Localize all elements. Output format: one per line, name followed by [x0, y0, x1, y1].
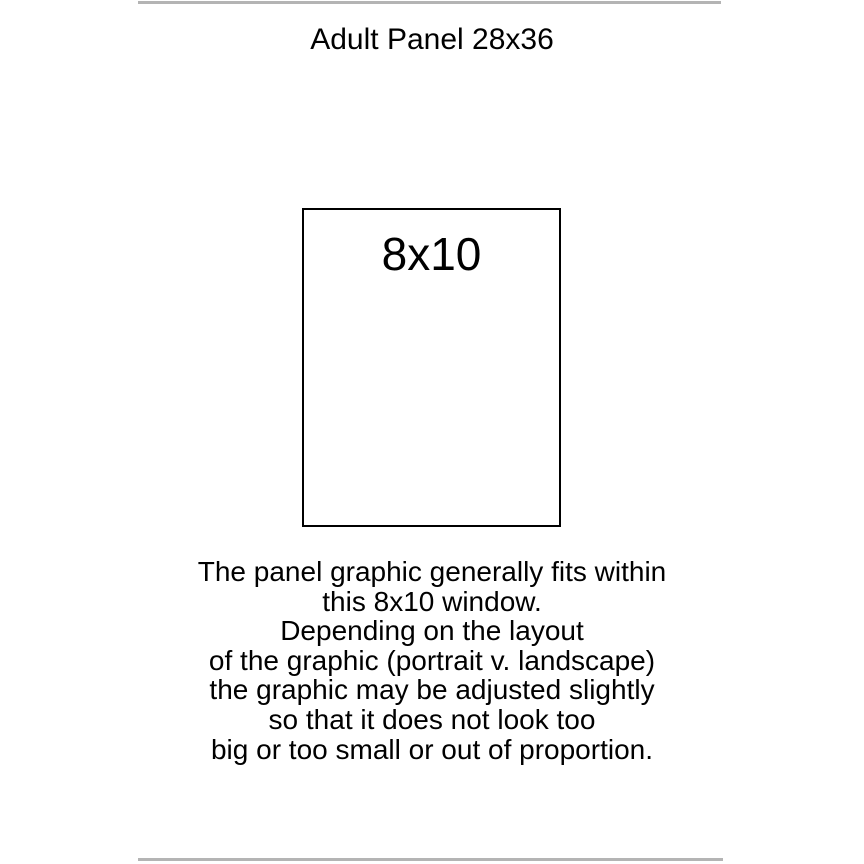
top-edge-line — [138, 1, 721, 4]
description-line: Depending on the layout — [280, 615, 584, 647]
graphic-window-outline — [302, 208, 561, 527]
description-text — [0, 557, 864, 764]
window-size-label: 8x10 — [381, 228, 482, 280]
description-line: this 8x10 window. — [322, 585, 542, 617]
description-line: The panel graphic generally fits within — [197, 556, 667, 587]
description-line: the graphic may be adjusted slightly — [209, 674, 655, 706]
bottom-edge-line — [138, 858, 723, 861]
description-line: big or too small or out of proportion. — [210, 733, 653, 765]
description-line: of the graphic (portrait v. landscape) — [208, 644, 656, 676]
description-line: so that it does not look too — [268, 703, 596, 735]
page-title: Adult Panel 28x36 — [310, 23, 554, 56]
